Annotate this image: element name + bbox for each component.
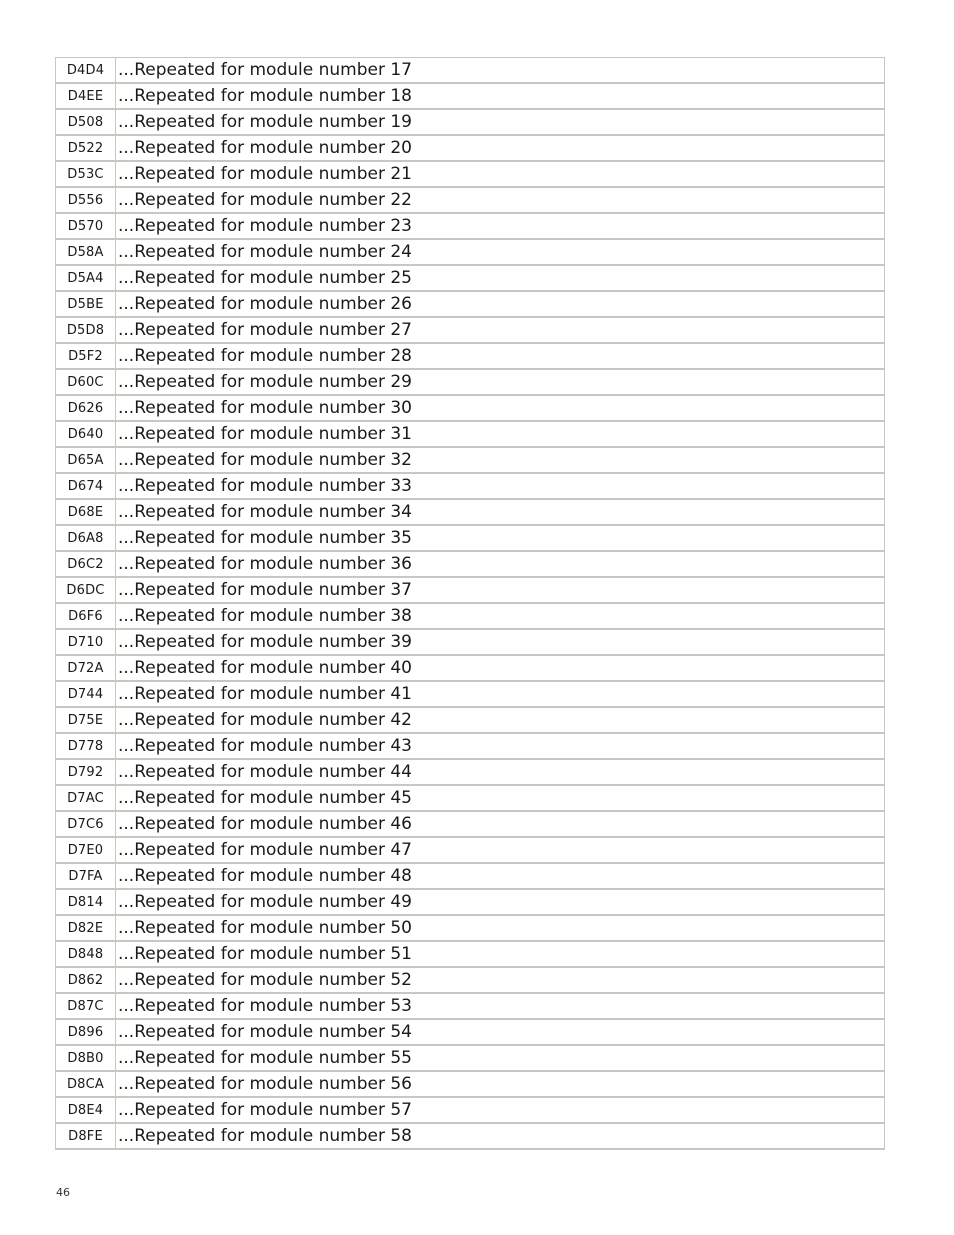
description-cell: ...Repeated for module number 32 bbox=[116, 447, 885, 473]
description-cell: ...Repeated for module number 40 bbox=[116, 655, 885, 681]
description-cell: ...Repeated for module number 17 bbox=[116, 58, 885, 84]
table-row bbox=[56, 58, 885, 84]
table-row bbox=[56, 759, 885, 785]
description-cell: ...Repeated for module number 39 bbox=[116, 629, 885, 655]
address-cell: D8B0 bbox=[56, 1045, 116, 1071]
address-cell: D522 bbox=[56, 135, 116, 161]
modbus-address-table bbox=[55, 57, 885, 1150]
description-cell: ...Repeated for module number 21 bbox=[116, 161, 885, 187]
description-cell: ...Repeated for module number 26 bbox=[116, 291, 885, 317]
description-cell: ...Repeated for module number 48 bbox=[116, 863, 885, 889]
table-row bbox=[56, 655, 885, 681]
address-cell: D7C6 bbox=[56, 811, 116, 837]
address-cell: D640 bbox=[56, 421, 116, 447]
address-cell: D65A bbox=[56, 447, 116, 473]
address-cell: D8FE bbox=[56, 1123, 116, 1149]
table-row bbox=[56, 317, 885, 343]
table-row bbox=[56, 941, 885, 967]
table-row bbox=[56, 447, 885, 473]
address-cell: D508 bbox=[56, 109, 116, 135]
description-cell: ...Repeated for module number 46 bbox=[116, 811, 885, 837]
description-cell: ...Repeated for module number 38 bbox=[116, 603, 885, 629]
table-row bbox=[56, 161, 885, 187]
table-row bbox=[56, 265, 885, 291]
address-cell: D5BE bbox=[56, 291, 116, 317]
description-cell: ...Repeated for module number 50 bbox=[116, 915, 885, 941]
address-cell: D87C bbox=[56, 993, 116, 1019]
table-row bbox=[56, 1071, 885, 1097]
table-row bbox=[56, 967, 885, 993]
address-cell: D82E bbox=[56, 915, 116, 941]
table-row bbox=[56, 525, 885, 551]
table-row bbox=[56, 395, 885, 421]
address-cell: D5A4 bbox=[56, 265, 116, 291]
table-row bbox=[56, 1045, 885, 1071]
address-cell: D53C bbox=[56, 161, 116, 187]
table-row bbox=[56, 291, 885, 317]
description-cell: ...Repeated for module number 54 bbox=[116, 1019, 885, 1045]
address-cell: D7FA bbox=[56, 863, 116, 889]
address-cell: D72A bbox=[56, 655, 116, 681]
table-row bbox=[56, 473, 885, 499]
address-cell: D6C2 bbox=[56, 551, 116, 577]
table-row bbox=[56, 915, 885, 941]
table-row bbox=[56, 577, 885, 603]
description-cell: ...Repeated for module number 24 bbox=[116, 239, 885, 265]
description-cell: ...Repeated for module number 47 bbox=[116, 837, 885, 863]
description-cell: ...Repeated for module number 36 bbox=[116, 551, 885, 577]
description-cell: ...Repeated for module number 41 bbox=[116, 681, 885, 707]
address-cell: D710 bbox=[56, 629, 116, 655]
table-row bbox=[56, 213, 885, 239]
address-cell: D60C bbox=[56, 369, 116, 395]
address-cell: D848 bbox=[56, 941, 116, 967]
description-cell: ...Repeated for module number 31 bbox=[116, 421, 885, 447]
table-row bbox=[56, 707, 885, 733]
description-cell: ...Repeated for module number 35 bbox=[116, 525, 885, 551]
address-cell: D7E0 bbox=[56, 837, 116, 863]
address-cell: D6A8 bbox=[56, 525, 116, 551]
address-cell: D8E4 bbox=[56, 1097, 116, 1123]
description-cell: ...Repeated for module number 52 bbox=[116, 967, 885, 993]
description-cell: ...Repeated for module number 37 bbox=[116, 577, 885, 603]
description-cell: ...Repeated for module number 58 bbox=[116, 1123, 885, 1149]
address-cell: D814 bbox=[56, 889, 116, 915]
description-cell: ...Repeated for module number 34 bbox=[116, 499, 885, 525]
table-row bbox=[56, 135, 885, 161]
address-cell: D744 bbox=[56, 681, 116, 707]
address-cell: D4EE bbox=[56, 83, 116, 109]
table-row bbox=[56, 1097, 885, 1123]
description-cell: ...Repeated for module number 56 bbox=[116, 1071, 885, 1097]
description-cell: ...Repeated for module number 27 bbox=[116, 317, 885, 343]
description-cell: ...Repeated for module number 33 bbox=[116, 473, 885, 499]
address-cell: D556 bbox=[56, 187, 116, 213]
table-row bbox=[56, 109, 885, 135]
description-cell: ...Repeated for module number 49 bbox=[116, 889, 885, 915]
description-cell: ...Repeated for module number 20 bbox=[116, 135, 885, 161]
table-body bbox=[56, 58, 885, 1150]
address-cell: D5F2 bbox=[56, 343, 116, 369]
address-cell: D75E bbox=[56, 707, 116, 733]
table-row bbox=[56, 993, 885, 1019]
address-cell: D6F6 bbox=[56, 603, 116, 629]
page-number: 46 bbox=[56, 1186, 70, 1199]
table-row bbox=[56, 1019, 885, 1045]
table-row bbox=[56, 785, 885, 811]
address-cell: D862 bbox=[56, 967, 116, 993]
table-row bbox=[56, 733, 885, 759]
address-cell: D6DC bbox=[56, 577, 116, 603]
address-cell: D896 bbox=[56, 1019, 116, 1045]
description-cell: ...Repeated for module number 23 bbox=[116, 213, 885, 239]
table-row bbox=[56, 837, 885, 863]
address-cell: D4D4 bbox=[56, 58, 116, 84]
description-cell: ...Repeated for module number 22 bbox=[116, 187, 885, 213]
description-cell: ...Repeated for module number 43 bbox=[116, 733, 885, 759]
description-cell: ...Repeated for module number 45 bbox=[116, 785, 885, 811]
address-cell: D68E bbox=[56, 499, 116, 525]
description-cell: ...Repeated for module number 29 bbox=[116, 369, 885, 395]
description-cell: ...Repeated for module number 28 bbox=[116, 343, 885, 369]
address-cell: D674 bbox=[56, 473, 116, 499]
table-row bbox=[56, 681, 885, 707]
description-cell: ...Repeated for module number 53 bbox=[116, 993, 885, 1019]
table-row bbox=[56, 863, 885, 889]
table-row bbox=[56, 83, 885, 109]
description-cell: ...Repeated for module number 44 bbox=[116, 759, 885, 785]
table-row bbox=[56, 551, 885, 577]
table-row bbox=[56, 811, 885, 837]
description-cell: ...Repeated for module number 19 bbox=[116, 109, 885, 135]
description-cell: ...Repeated for module number 30 bbox=[116, 395, 885, 421]
table-row bbox=[56, 499, 885, 525]
table-row bbox=[56, 239, 885, 265]
address-cell: D7AC bbox=[56, 785, 116, 811]
table-row bbox=[56, 343, 885, 369]
table-row bbox=[56, 421, 885, 447]
table-row bbox=[56, 629, 885, 655]
description-cell: ...Repeated for module number 25 bbox=[116, 265, 885, 291]
address-cell: D8CA bbox=[56, 1071, 116, 1097]
table-row bbox=[56, 1123, 885, 1149]
description-cell: ...Repeated for module number 18 bbox=[116, 83, 885, 109]
table-row bbox=[56, 889, 885, 915]
address-cell: D626 bbox=[56, 395, 116, 421]
table-row bbox=[56, 187, 885, 213]
description-cell: ...Repeated for module number 51 bbox=[116, 941, 885, 967]
table-row bbox=[56, 369, 885, 395]
address-cell: D5D8 bbox=[56, 317, 116, 343]
table-row bbox=[56, 603, 885, 629]
address-cell: D792 bbox=[56, 759, 116, 785]
address-cell: D570 bbox=[56, 213, 116, 239]
description-cell: ...Repeated for module number 57 bbox=[116, 1097, 885, 1123]
address-cell: D778 bbox=[56, 733, 116, 759]
address-cell: D58A bbox=[56, 239, 116, 265]
description-cell: ...Repeated for module number 55 bbox=[116, 1045, 885, 1071]
description-cell: ...Repeated for module number 42 bbox=[116, 707, 885, 733]
